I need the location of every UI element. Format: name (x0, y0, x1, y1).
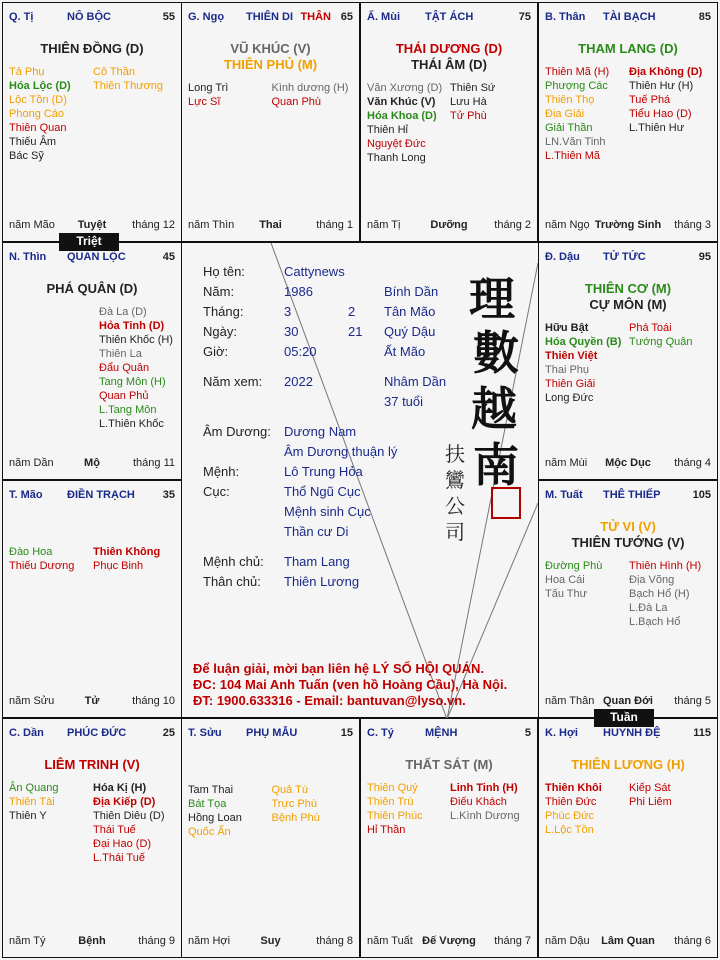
footer-month: tháng 9 (138, 935, 175, 947)
minor-star: Đường Phù (545, 560, 603, 572)
footer-year: năm Tuất (367, 935, 413, 947)
minor-star: Lực Sĩ (188, 96, 221, 108)
minor-star: Thiên Hư (H) (629, 80, 694, 92)
footer-year: năm Dậu (545, 935, 590, 947)
palace-header (545, 251, 711, 265)
minor-star: Điếu Khách (450, 796, 507, 808)
label-menh: Mệnh: (203, 464, 240, 479)
minor-star: Văn Xương (D) (367, 82, 443, 94)
value-thang-al: 3 (284, 304, 292, 319)
minor-star: Thiên Phúc (367, 810, 423, 822)
palace-footer (367, 935, 531, 949)
palace-age: 45 (162, 251, 175, 263)
value-cuc: Thổ Ngũ Cục (284, 484, 361, 499)
palace-age: 65 (340, 11, 353, 23)
stars-left (9, 65, 93, 163)
palace-branch: K. Hợi (545, 727, 578, 739)
palace-age: 105 (692, 489, 711, 501)
minor-star: Phục Binh (93, 560, 144, 572)
stars-right (93, 545, 177, 573)
minor-star: Lộc Tồn (D) (9, 94, 67, 106)
minor-star: Thai Phụ (545, 364, 590, 376)
footer-month: tháng 10 (132, 695, 175, 707)
stars-right (629, 559, 713, 629)
palace-branch: Q. Tị (9, 11, 34, 23)
label-cuc: Cục: (203, 484, 230, 499)
value-ho-ten: Cattynews (284, 264, 345, 279)
palace-header (545, 11, 711, 25)
value-nam-xem: 2022 (284, 374, 313, 389)
minor-star: Thiên Quan (9, 122, 67, 134)
minor-star: Đại Hao (D) (93, 838, 152, 850)
minor-star: Tấu Thư (545, 588, 588, 600)
minor-star: Bệnh Phù (271, 812, 320, 824)
minor-star: Đào Hoa (9, 546, 53, 558)
star-columns (545, 559, 713, 629)
stars-right (93, 65, 177, 163)
minor-star: LN.Văn Tinh (545, 136, 606, 148)
palace-branch: T. Sửu (188, 727, 222, 739)
minor-star: Thiên Hình (H) (629, 560, 702, 572)
footer-stage: Trường Sinh (594, 219, 662, 231)
palace-branch: Đ. Dậu (545, 251, 580, 263)
main-star: THIÊN PHỦ (M) (223, 57, 318, 72)
minor-star: Kình dương (H) (271, 82, 349, 94)
palace-p-b2[interactable] (181, 718, 360, 958)
calligraphy-sub-3: 公 (445, 494, 465, 518)
footer-stage: Quan Đới (603, 695, 653, 707)
footer-stage: Suy (260, 935, 281, 947)
palace-footer (545, 219, 711, 233)
minor-star: Hóa Lộc (D) (9, 80, 71, 92)
palace-age: 85 (698, 11, 711, 23)
footer-month: tháng 7 (494, 935, 531, 947)
star-columns (9, 305, 177, 431)
footer-stage: Mộ (84, 457, 100, 469)
minor-star: Hóa Khoa (D) (367, 110, 437, 122)
contact-line-1: Để luận giải, mời bạn liên hệ LÝ SỐ HỘI QUÁN. (193, 661, 484, 676)
palace-name: PHÚC ĐỨC (67, 727, 127, 739)
palace-p-r3[interactable] (538, 480, 718, 718)
palace-header (9, 11, 175, 25)
footer-year: năm Sửu (9, 695, 55, 707)
than-marker: THÂN (300, 11, 331, 23)
palace-name: HUYNH ĐỆ (603, 727, 661, 739)
stars-right (629, 65, 713, 163)
star-columns (367, 81, 533, 165)
minor-star: Thiên Sứ (450, 82, 496, 94)
footer-stage: Mộc Dục (605, 457, 651, 469)
footer-year: năm Mùi (545, 457, 588, 469)
palace-name: NÔ BỘC (67, 11, 111, 23)
footer-month: tháng 11 (132, 457, 175, 469)
palace-p-b1[interactable] (2, 718, 182, 958)
star-columns (9, 781, 177, 865)
contact-line-3: ĐT: 1900.633316 - Email: bantuvan@lyso.vn. (193, 693, 466, 708)
minor-star: Phúc Đức (545, 810, 594, 822)
palace-branch: G. Ngọ (188, 11, 225, 23)
footer-year: năm Dần (9, 457, 54, 469)
main-star: THÁI DƯƠNG (D) (395, 41, 503, 56)
minor-star: Nguyệt Đức (367, 138, 426, 150)
minor-star: Phá Toái (629, 322, 672, 334)
palace-age: 5 (524, 727, 531, 739)
minor-star: Phong Cáo (9, 108, 65, 120)
value-ngay-can: Quý Dậu (384, 324, 436, 339)
palace-header (188, 727, 353, 741)
main-star: CỰ MÔN (M) (589, 297, 667, 312)
minor-star: Trực Phù (271, 798, 317, 810)
minor-star: Thiên Trù (367, 796, 414, 808)
value-thang-can: Tân Mão (384, 304, 436, 319)
minor-star: Quốc Ấn (188, 826, 231, 838)
palace-branch: B. Thân (545, 11, 586, 23)
footer-stage: Đế Vượng (422, 935, 476, 947)
minor-star: Đẩu Quân (99, 362, 150, 374)
minor-star: Linh Tinh (H) (450, 782, 518, 794)
minor-star: Giải Thần (545, 122, 593, 134)
palace-header (367, 727, 531, 741)
label-am-duong: Âm Dương: (203, 424, 271, 439)
palace-footer (9, 219, 175, 233)
palace-header (545, 727, 711, 741)
value-gio: 05:20 (284, 344, 317, 359)
palace-name: TẬT ÁCH (425, 11, 474, 23)
footer-year: năm Tị (367, 219, 401, 231)
footer-stage: Tử (84, 695, 100, 707)
palace-age: 95 (698, 251, 711, 263)
calligraphy-char-2: 數 (473, 326, 519, 380)
minor-star: Địa Giải (545, 108, 585, 120)
main-star: THIÊN TƯỚNG (V) (571, 535, 685, 550)
minor-star: Thiên Không (93, 546, 161, 558)
main-star: PHÁ QUÂN (D) (46, 281, 138, 296)
footer-month: tháng 2 (494, 219, 531, 231)
value-ngay-dl: 21 (348, 324, 363, 339)
minor-star: Tuế Phá (629, 94, 671, 106)
main-star: LIÊM TRINH (V) (44, 757, 140, 772)
minor-star: Văn Khúc (V) (367, 96, 436, 108)
minor-star: Phi Liêm (629, 796, 672, 808)
palace-age: 15 (340, 727, 353, 739)
star-columns (9, 545, 177, 573)
minor-star: L.Thiên Hư (629, 122, 685, 134)
minor-star: Bạch Hổ (H) (629, 588, 690, 600)
value-nam-can: Bính Dần (384, 284, 439, 299)
value-gio-can: Ất Mão (384, 344, 426, 359)
minor-star: Hỏa Tinh (D) (99, 320, 165, 332)
palace-name: THIÊN DI (246, 11, 294, 23)
stars-left (9, 545, 93, 573)
minor-star: Long Trì (188, 82, 229, 94)
label-thang: Tháng: (203, 304, 244, 319)
minor-star: L.Tang Môn (99, 404, 157, 416)
stars-left (545, 321, 629, 405)
minor-star: Ân Quang (9, 782, 59, 794)
footer-year: năm Thìn (188, 219, 235, 231)
palace-branch: Ấ. Mùi (367, 11, 400, 23)
label-gio: Giờ: (203, 344, 229, 359)
palace-p-l3[interactable] (2, 480, 182, 718)
calligraphy-char-4: 南 (473, 438, 519, 492)
palace-footer (545, 457, 711, 471)
value-menh: Lô Trung Hỏa (284, 464, 363, 479)
minor-star: Thiên Y (9, 810, 47, 822)
main-star: THIÊN ĐỒNG (D) (40, 41, 144, 56)
main-star: VŨ KHÚC (V) (230, 41, 311, 56)
minor-star: Quan Phủ (99, 390, 149, 402)
value-menh-chu: Tham Lang (284, 554, 350, 569)
star-columns (9, 65, 177, 163)
palace-name: MỆNH (425, 727, 458, 739)
value-tuoi: 37 tuổi (384, 394, 424, 409)
palace-header (9, 489, 175, 503)
minor-star: Hồng Loan (188, 812, 242, 824)
minor-star: Tang Môn (H) (99, 376, 166, 388)
footer-year: năm Hợi (188, 935, 231, 947)
footer-month: tháng 6 (674, 935, 711, 947)
minor-star: Quan Phù (271, 96, 322, 108)
star-columns (188, 81, 355, 109)
minor-star: Bát Tọa (188, 798, 227, 810)
value-thang-dl: 2 (348, 304, 356, 319)
label-ho-ten: Họ tên: (203, 264, 245, 279)
calligraphy-sub-2: 鸞 (445, 468, 465, 492)
minor-star: Địa Võng (629, 574, 675, 586)
minor-star: Thiên Việt (545, 350, 598, 362)
contact-line-2: ĐC: 104 Mai Anh Tuấn (ven hồ Hoàng Cầu), Hà Nội. (193, 677, 508, 692)
footer-month: tháng 1 (316, 219, 353, 231)
palace-header (545, 489, 711, 503)
stars-right (629, 781, 713, 837)
minor-star: L.Kình Dương (450, 810, 520, 822)
minor-star: L.Đà La (629, 602, 668, 614)
minor-star: Quả Tú (271, 784, 308, 796)
stars-left (545, 559, 629, 629)
stars-left (545, 65, 629, 163)
stars-right (93, 781, 177, 865)
palace-p-top3[interactable] (360, 2, 538, 242)
palace-age: 25 (162, 727, 175, 739)
minor-star: Thiên Quý (367, 782, 418, 794)
footer-month: tháng 3 (674, 219, 711, 231)
minor-star: Thanh Long (367, 152, 426, 164)
minor-star: Thiên Diêu (D) (93, 810, 165, 822)
palace-name: ĐIỀN TRẠCH (67, 489, 135, 501)
minor-star: Tử Phù (450, 110, 487, 122)
palace-footer (9, 457, 175, 471)
minor-star: L.Thái Tuế (93, 852, 145, 864)
star-columns (545, 781, 713, 837)
palace-footer (9, 695, 175, 709)
label-nam-xem: Năm xem: (203, 374, 263, 389)
minor-star: Cô Thần (93, 66, 135, 78)
minor-star: Tả Phụ (9, 66, 45, 78)
main-star: THÁI ÂM (D) (411, 57, 487, 72)
minor-star: Hỉ Thần (367, 824, 406, 836)
value-am-duong: Dương Nam (284, 424, 357, 439)
value-nam-xem-can: Nhâm Dần (384, 374, 447, 389)
stars-left (367, 81, 450, 165)
minor-star: Hoa Cái (545, 574, 585, 586)
star-columns (545, 321, 713, 405)
stars-left (188, 783, 272, 839)
palace-footer (188, 935, 353, 949)
footer-stage: Tuyệt (77, 219, 107, 231)
stars-left (9, 781, 93, 865)
palace-p-top1[interactable] (2, 2, 182, 242)
minor-star: Thiên La (99, 348, 142, 360)
minor-star: Địa Không (D) (629, 66, 703, 78)
palace-footer (188, 219, 353, 233)
value-ngay-al: 30 (284, 324, 299, 339)
value-nam: 1986 (284, 284, 313, 299)
palace-branch: C. Dần (9, 727, 44, 739)
minor-star: Hóa Quyền (B) (545, 336, 622, 348)
palace-branch: T. Mão (9, 489, 43, 501)
palace-name: THÊ THIẾP (603, 489, 661, 501)
palace-name: QUAN LỘC (67, 251, 126, 263)
stars-right (272, 783, 356, 839)
calligraphy-char-3: 越 (471, 382, 517, 436)
minor-star: Hóa Kị (H) (93, 782, 147, 794)
star-columns (545, 65, 713, 163)
minor-star: Lưu Hà (450, 96, 487, 108)
center-info-panel (181, 242, 538, 718)
minor-star: Thiên Thương (93, 80, 164, 92)
palace-footer (545, 695, 711, 709)
palace-name: TỬ TỨC (603, 251, 646, 263)
minor-star: Thái Tuế (93, 824, 136, 836)
tuan-badge: Tuần (594, 709, 654, 727)
minor-star: Đà La (D) (99, 306, 147, 318)
calligraphy-sub-1: 扶 (445, 442, 465, 466)
footer-month: tháng 12 (132, 219, 175, 231)
minor-star: Thiên Hỉ (367, 124, 408, 136)
minor-star: Thiên Khốc (H) (99, 334, 173, 346)
footer-month: tháng 4 (674, 457, 711, 469)
palace-p-top2[interactable] (181, 2, 360, 242)
minor-star: Thiên Mã (H) (545, 66, 610, 78)
palace-name: TÀI BẠCH (603, 11, 656, 23)
stars-left (545, 781, 629, 837)
minor-star: Hữu Bật (545, 322, 589, 334)
palace-header (9, 727, 175, 741)
stars-right (450, 81, 533, 165)
value-than-chu: Thiên Lương (284, 574, 360, 589)
minor-star: Thiên Đức (545, 796, 597, 808)
star-columns (188, 783, 355, 839)
main-star: TỬ VI (V) (600, 519, 656, 534)
value-cuc-3: Thần cư Di (284, 524, 349, 539)
minor-star: Địa Kiếp (D) (93, 796, 156, 808)
palace-branch: N. Thìn (9, 251, 47, 263)
footer-year: năm Thân (545, 695, 595, 707)
palace-p-top4[interactable] (538, 2, 718, 242)
palace-header (9, 251, 175, 265)
palace-footer (9, 935, 175, 949)
stars-left (188, 81, 272, 109)
minor-star: Phượng Các (545, 80, 608, 92)
calligraphy-char-1: 理 (469, 272, 515, 326)
minor-star: L.Lộc Tồn (545, 824, 594, 836)
palace-p-b4[interactable] (538, 718, 718, 958)
minor-star: Tam Thai (188, 784, 234, 796)
palace-age: 75 (518, 11, 531, 23)
minor-star: Thiên Tài (9, 796, 55, 808)
minor-star: Thiên Thọ (545, 94, 595, 106)
palace-header (188, 11, 353, 25)
minor-star: L.Bạch Hổ (629, 616, 681, 628)
footer-stage: Lâm Quan (601, 935, 655, 947)
label-ngay: Ngày: (203, 324, 237, 339)
star-columns (367, 781, 533, 837)
footer-stage: Dưỡng (430, 219, 468, 231)
main-star: THIÊN CƠ (M) (584, 281, 672, 296)
minor-star: Long Đức (545, 392, 594, 404)
value-cuc-2: Mệnh sinh Cục (284, 504, 371, 519)
palace-footer (545, 935, 711, 949)
footer-year: năm Ngọ (545, 219, 590, 231)
minor-star: Tướng Quân (629, 336, 693, 348)
minor-star: Thiếu Dương (9, 560, 75, 572)
label-nam: Năm: (203, 284, 235, 299)
minor-star: Thiếu Âm (9, 136, 57, 148)
palace-header (367, 11, 531, 25)
footer-month: tháng 5 (674, 695, 711, 707)
triet-badge: Triệt (59, 233, 119, 251)
palace-p-r2[interactable] (538, 242, 718, 480)
palace-age: 55 (162, 11, 175, 23)
palace-age: 35 (162, 489, 175, 501)
palace-p-b3[interactable] (360, 718, 538, 958)
footer-month: tháng 8 (316, 935, 353, 947)
palace-branch: M. Tuất (545, 489, 583, 501)
stars-right (629, 321, 713, 405)
stars-left (367, 781, 450, 837)
main-star: THẤT SÁT (M) (405, 757, 493, 772)
minor-star: L.Thiên Khốc (99, 418, 164, 430)
minor-star: Thiên Khôi (545, 782, 602, 794)
footer-stage: Bệnh (78, 935, 106, 947)
main-star: THIÊN LƯƠNG (H) (571, 757, 685, 772)
palace-name: PHỤ MẪU (246, 727, 298, 739)
minor-star: L.Thiên Mã (545, 150, 601, 162)
label-than-chu: Thân chủ: (203, 574, 261, 589)
minor-star: Tiểu Hao (D) (629, 108, 692, 120)
palace-branch: C. Tý (367, 727, 394, 739)
footer-year: năm Mão (9, 219, 55, 231)
value-am-duong-2: Âm Dương thuận lý (284, 444, 398, 459)
calligraphy-sub-4: 司 (445, 520, 465, 544)
main-star: THAM LANG (D) (578, 41, 678, 56)
palace-age: 115 (693, 727, 711, 739)
footer-year: năm Tý (9, 935, 46, 947)
stars-right (272, 81, 356, 109)
minor-star: Kiếp Sát (629, 782, 671, 794)
label-menh-chu: Mệnh chủ: (203, 554, 264, 569)
stars-right (450, 781, 533, 837)
red-seal-stamp (491, 487, 521, 519)
footer-stage: Thai (259, 219, 282, 231)
palace-p-l2[interactable] (2, 242, 182, 480)
minor-star: Thiên Giải (545, 378, 596, 390)
palace-footer (367, 219, 531, 233)
minor-star: Bác Sỹ (9, 150, 44, 162)
stars-right (9, 305, 177, 431)
